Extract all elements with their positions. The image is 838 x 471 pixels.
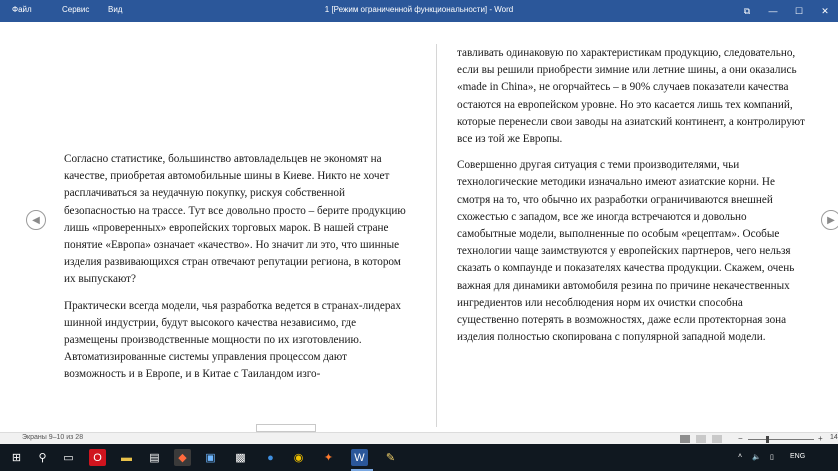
read-mode-icon[interactable] xyxy=(680,435,690,443)
print-layout-icon[interactable] xyxy=(696,435,706,443)
taskbar xyxy=(0,444,838,471)
web-layout-icon[interactable] xyxy=(712,435,722,443)
menu-view[interactable]: Вид xyxy=(108,5,123,14)
zoom-level[interactable]: 14 xyxy=(830,434,838,441)
page-left xyxy=(64,151,408,393)
paragraph: Практически всегда модели, чья разработка ведется в странах-лидерах шинной индустрии, будут высокого качества независимо, где размещены производственные мощности по их изготовлению. Автоматизированные системы управления процессом дают возможность и в Европе, и в Китае с Таиландом изго- xyxy=(64,299,401,381)
language-indicator[interactable]: ENG xyxy=(790,453,806,460)
zoom-slider-thumb[interactable] xyxy=(766,436,769,443)
volume-icon[interactable]: 🔈 xyxy=(752,454,761,461)
paragraph: тавливать одинаковую по характеристикам продукцию, следовательно, если вы решили приобрести зимние или летние шины, а они оказались «made in China», не огорчайтесь – в 90% случаев показатели качества остаются на европейском уровне. Но это касается лишь тех компаний, которые перенесли свои заводы на азиатский континент, а контролируют все из той же Европы. xyxy=(457,47,805,146)
zoom-slider[interactable] xyxy=(748,439,814,440)
maximize-button[interactable]: ☐ xyxy=(794,5,804,16)
window-title: 1 [Режим ограниченной функциональности] - Word xyxy=(324,5,514,14)
earth-icon[interactable]: ● xyxy=(267,451,274,464)
horizontal-scroll-thumb[interactable] xyxy=(256,424,316,432)
tray-chevron-icon[interactable]: ˄ xyxy=(738,453,743,460)
task-view-icon[interactable]: ▭ xyxy=(63,452,74,464)
chrome-icon[interactable]: ◉ xyxy=(293,452,304,464)
documents-icon[interactable]: ▤ xyxy=(149,452,160,464)
display-icon[interactable]: ▩ xyxy=(235,452,246,464)
game-icon[interactable]: ✦ xyxy=(323,452,334,464)
paragraph: Согласно статистике, большинство автовладельцев не экономят на качестве, приобретая автомобильные шины в Киеве. Никто не хочет расплачиваться за неудачную покупку, рискуя собственной безопасностью на трассе. Тут все довольно просто – берите продукцию лишь «проверенных» европейских торговых марок. В нашей стране понятие «Европа» означает «качество». Но значит ли это, что шинные изделия развивающихся стран отвечают репутации региона, в котором их выпускают? xyxy=(64,153,406,286)
app-icon[interactable]: ◆ xyxy=(174,449,191,466)
page-divider xyxy=(436,44,437,427)
page-right xyxy=(457,45,807,355)
title-bar xyxy=(0,0,838,22)
search-icon[interactable]: ⚲ xyxy=(38,452,47,464)
close-button[interactable]: ✕ xyxy=(821,5,829,16)
network-icon[interactable]: ▯ xyxy=(770,454,774,461)
opera-icon[interactable]: O xyxy=(89,449,106,466)
restore-ribbon-icon[interactable]: ⧉ xyxy=(743,5,751,16)
menu-file[interactable]: Файл xyxy=(12,5,32,14)
next-page-arrow-icon[interactable]: ▶ xyxy=(821,210,838,230)
zoom-out-button[interactable]: − xyxy=(738,434,743,443)
windows-start-icon[interactable]: ⊞ xyxy=(11,452,22,464)
previous-page-arrow-icon[interactable]: ◀ xyxy=(26,210,46,230)
page-count: Экраны 9–10 из 28 xyxy=(22,434,84,441)
minimize-button[interactable]: — xyxy=(768,6,778,16)
paint-icon[interactable]: ✎ xyxy=(385,452,396,464)
paragraph: Совершенно другая ситуация с теми производителями, чьи технологические методики изначально имеют азиатские корни. Не смотря на то, что обычно их разработки ограничиваются внешней схожестью с западом, все же иногда встречаются и довольно самобытные модели, выполненные по особым «рецептам». Особые технологии чаще заимствуются у европейских партнеров, чего нельзя сказать о компаунде и показателях качества продукции. Скажем, очень важная для динамики автомобиля резина по причине некачественных ингредиентов или несоблюдения норм их очистки способна существенно потерять в возможностях, даже если протекторная зона изделия полностью скопирована с популярной западной модели. xyxy=(457,159,795,344)
zoom-in-button[interactable]: + xyxy=(818,434,823,443)
status-bar xyxy=(0,432,838,444)
photos-icon[interactable]: ▣ xyxy=(205,452,216,464)
word-icon[interactable]: W xyxy=(351,449,368,466)
document-area xyxy=(0,22,838,427)
file-explorer-icon[interactable]: ▬ xyxy=(121,451,132,464)
menu-tools[interactable]: Сервис xyxy=(62,5,90,14)
